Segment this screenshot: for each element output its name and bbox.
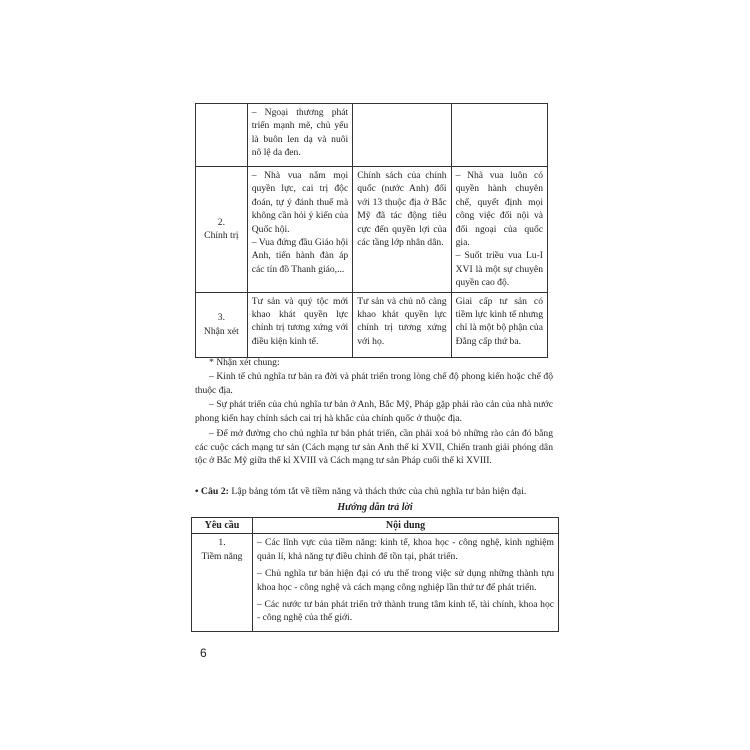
question-2 <box>195 485 555 498</box>
row-label <box>196 167 248 293</box>
row-label-num: 2. <box>217 216 225 228</box>
table-cell <box>451 104 547 167</box>
question-text: Lập bảng tóm tắt về tiềm năng và thách thức của chủ nghĩa tư bản hiện đại. <box>228 486 527 497</box>
cell-text: Chính sách của chính quốc (nước Anh) đối với 13 thuộc địa ở Bắc Mỹ đã tác động tiêu cực đến quyền lợi của các tầng lớp nhân dân. <box>357 170 447 249</box>
potential-table <box>191 517 559 632</box>
cell-text: Tư sản và quý tộc mới khao khát quyền lực chính trị tương xứng với điều kiện kinh tế. <box>251 295 349 347</box>
table-row <box>196 167 548 293</box>
row-label-text: Tiềm năng <box>201 550 243 562</box>
table-row <box>192 534 559 631</box>
table-cell <box>247 167 352 293</box>
cell-text: Tư sản và chủ nô càng khao khát quyền lực chính trị tương xứng với họ. <box>357 295 447 347</box>
remarks-paragraph: – Kinh tế chủ nghĩa tư bản ra đời và phát triển trong lòng chế độ phong kiến hoặc chế độ thuộc địa. <box>195 371 553 396</box>
row-label-text: Chính trị <box>204 230 239 242</box>
table-cell <box>451 167 547 293</box>
question-bullet: • Câu 2: <box>195 486 229 497</box>
row-label <box>196 292 248 357</box>
table-cell <box>353 167 451 293</box>
page-number: 6 <box>200 646 207 660</box>
cell-text: – Nhà vua luôn có quyền hành chuyên chế, quyết định mọi công việc đối nội và đối ngoại của quốc gia. – Suốt triều vua Lu-I XVI là một sự chuyên quyền cao độ. <box>455 170 543 289</box>
table-cell <box>247 104 352 167</box>
table-cell <box>451 292 547 357</box>
list-item: – Các nước tư bản phát triển trở thành trung tâm kinh tế, tài chính, khoa học - công nghệ của thế giới. <box>257 599 554 624</box>
table-row <box>196 292 548 357</box>
row-label <box>196 104 248 167</box>
table-cell <box>353 104 451 167</box>
row-label <box>192 534 253 631</box>
header-content: Nội dung <box>253 518 559 534</box>
header-requirement: Yêu cầu <box>192 518 253 534</box>
table-cell <box>353 292 451 357</box>
row-label-num: 1. <box>218 537 226 549</box>
row-label-text: Nhận xét <box>203 325 239 337</box>
row-label-num: 3. <box>217 312 225 324</box>
cell-text: – Ngoại thương phát triển mạnh mẽ, chủ yếu là buôn len dạ và nuôi nô lệ da đen. <box>251 107 349 159</box>
remarks-paragraph: – Để mở đường cho chủ nghĩa tư bản phát triển, cần phải xoá bỏ những rào cản đó bằng các cuộc cách mạng tư sản (Cách mạng tư sản Anh thế kỉ XVII, Chiến tranh giải phóng dân tộc ở Bắc Mỹ giữa thế kỉ XVIII và Cách mạng tư sản Pháp cuối thế kỉ XVIII. <box>195 428 553 467</box>
table-row <box>196 104 548 167</box>
remarks-heading: * Nhận xét chung: <box>209 357 280 368</box>
comparison-table-top <box>195 103 548 358</box>
table-cell <box>247 292 352 357</box>
answer-guide-title: Hướng dẫn trả lời <box>337 502 413 513</box>
list-item: – Chủ nghĩa tư bản hiện đại có ưu thế trong việc sử dụng những thành tựu khoa học - công nghệ và cách mạng công nghiệp lần thứ tư để phát triển. <box>257 568 554 593</box>
table-cell <box>253 534 559 631</box>
remarks-paragraph: – Sự phát triển của chủ nghĩa tư bản ở Anh, Bắc Mỹ, Pháp gặp phải rào cản của nhà nước phong kiến hay chính sách cai trị hà khắc của chính quốc ở thuộc địa. <box>195 399 553 424</box>
cell-text: – Nhà vua nắm mọi quyền lực, cai trị độc đoán, tự ý đánh thuế mà không cần hỏi ý kiến của Quốc hội. – Vua đứng đầu Giáo hội Anh, tiến hành đàn áp các tín đồ Thanh giáo,... <box>251 170 349 275</box>
table-header-row <box>192 518 559 534</box>
list-item: – Các lĩnh vực của tiềm năng: kinh tế, khoa học - công nghệ, kinh nghiệm quản lí, khả năng tự điều chỉnh để tồn tại, phát triển. <box>257 537 554 562</box>
cell-text: Giai cấp tư sản có tiềm lực kinh tế nhưng chỉ là một bộ phận của Đẳng cấp thứ ba. <box>455 295 543 347</box>
